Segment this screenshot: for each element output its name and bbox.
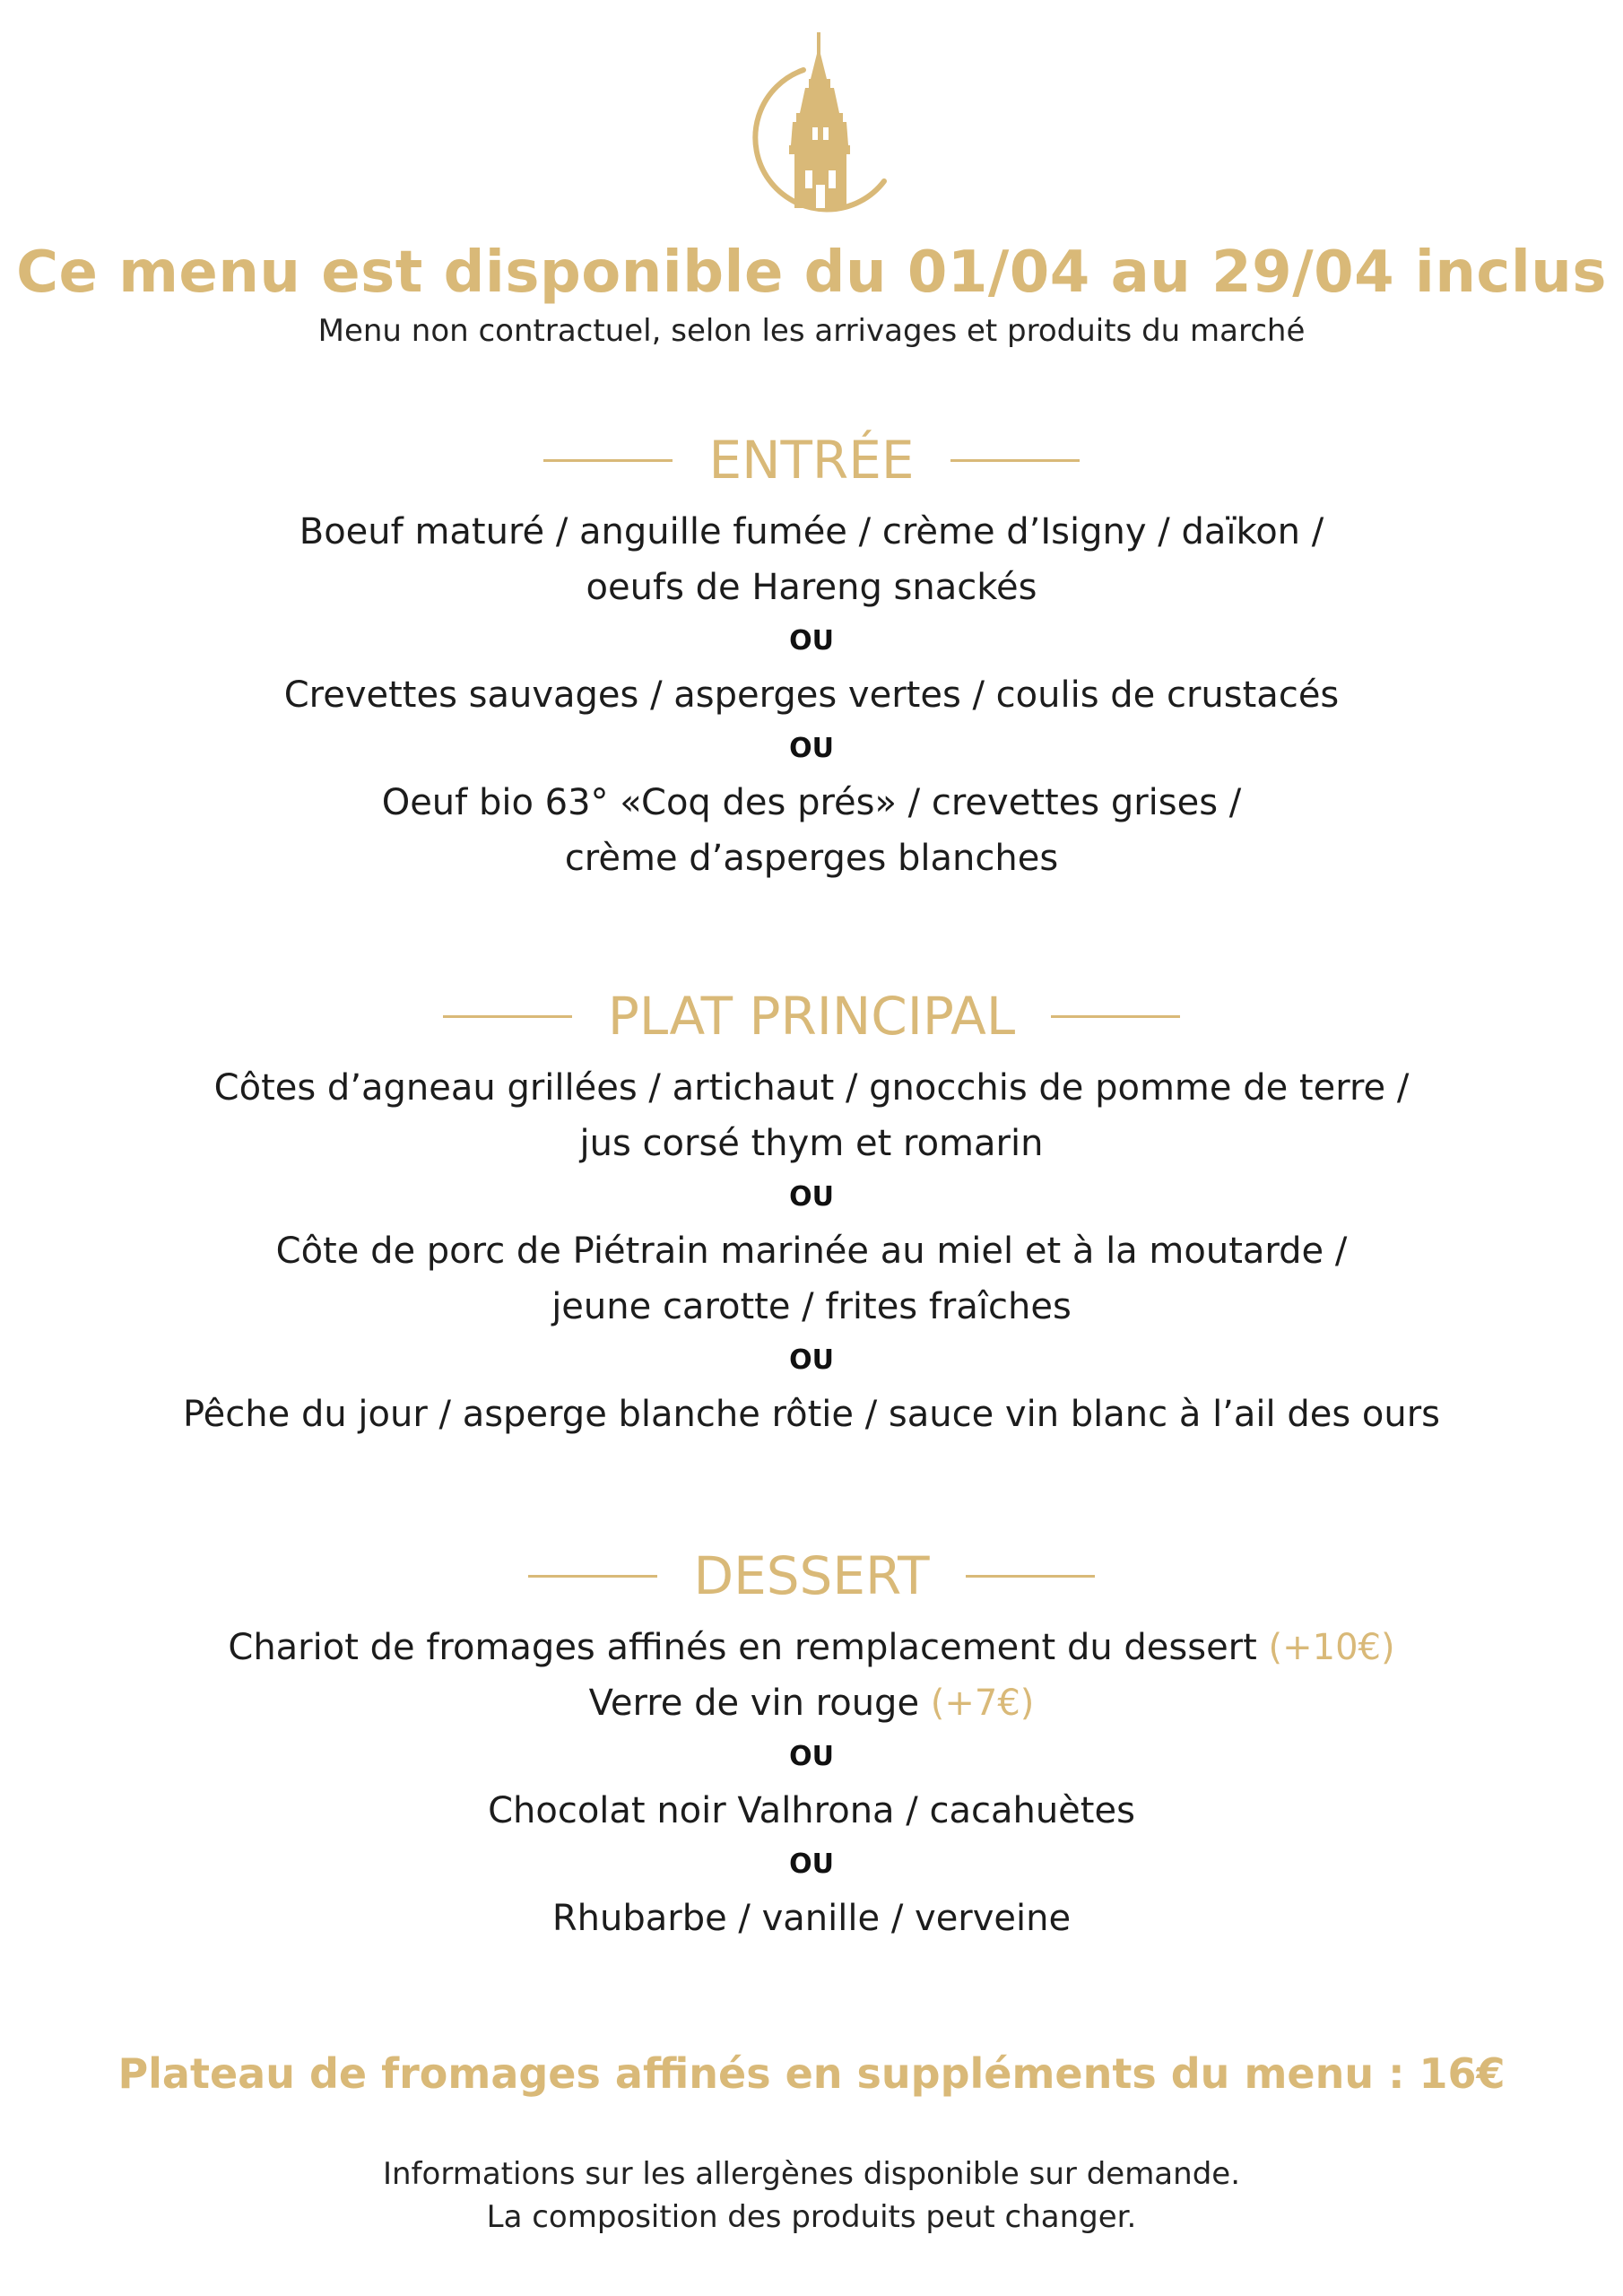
- dessert-list: [0, 1620, 1623, 1946]
- entree-list: [0, 504, 1623, 886]
- availability-headline: Ce menu est disponible du 01/04 au 29/04 inclus: [16, 239, 1607, 306]
- dish-line: Chocolat noir Valhrona / cacahuètes: [488, 1790, 1135, 1831]
- option-text: Chariot de fromages affinés en remplacement du dessert: [228, 1627, 1257, 1668]
- option-price: (+7€): [930, 1683, 1035, 1724]
- dish-line: Côtes d’agneau grillées / artichaut / gnocchis de pomme de terre /: [213, 1067, 1410, 1109]
- or-separator: OU: [789, 1848, 834, 1880]
- section-label: ENTRÉE: [708, 430, 915, 491]
- title-rule-right: [1051, 1015, 1180, 1018]
- composition-note: La composition des produits peut changer.: [486, 2199, 1137, 2235]
- option-price: (+10€): [1268, 1627, 1395, 1668]
- or-separator: OU: [789, 1181, 834, 1213]
- dish-line: Boeuf maturé / anguille fumée / crème d’Isigny / daïkon /: [299, 511, 1324, 552]
- plat-list: [0, 1060, 1623, 1442]
- dish-line: crème d’asperges blanches: [564, 838, 1059, 879]
- dish-line: Oeuf bio 63° «Coq des prés» / crevettes grises /: [381, 782, 1242, 823]
- section-title-plat: [0, 985, 1623, 1048]
- or-separator: OU: [789, 1344, 834, 1376]
- disclaimer-subline: Menu non contractuel, selon les arrivages et produits du marché: [317, 313, 1306, 349]
- title-rule-left: [543, 459, 673, 462]
- section-title-entree: [0, 429, 1623, 491]
- dish-line: Côte de porc de Piétrain marinée au miel et à la moutarde /: [275, 1231, 1348, 1272]
- or-separator: OU: [789, 733, 834, 764]
- tower-crescent-logo-icon: [741, 27, 902, 215]
- dish-line: jeune carotte / frites fraîches: [551, 1286, 1072, 1327]
- section-title-dessert: [0, 1544, 1623, 1607]
- title-rule-left: [443, 1015, 572, 1018]
- title-rule-right: [966, 1575, 1095, 1578]
- or-separator: OU: [789, 625, 834, 657]
- dish-line: Crevettes sauvages / asperges vertes / coulis de crustacés: [283, 674, 1340, 716]
- section-label: PLAT PRINCIPAL: [607, 986, 1016, 1047]
- title-rule-left: [528, 1575, 657, 1578]
- cheese-supplement: Plateau de fromages affinés en suppléments du menu : 16€: [117, 2049, 1506, 2098]
- dish-line: oeufs de Hareng snackés: [586, 567, 1037, 608]
- allergen-note: Informations sur les allergènes disponible sur demande.: [382, 2156, 1241, 2192]
- dish-line: Pêche du jour / asperge blanche rôtie / sauce vin blanc à l’ail des ours: [182, 1394, 1441, 1435]
- title-rule-right: [950, 459, 1080, 462]
- footer-notes: [0, 2152, 1623, 2239]
- dish-line: jus corsé thym et romarin: [579, 1123, 1044, 1164]
- section-label: DESSERT: [693, 1545, 930, 1606]
- option-text: Verre de vin rouge: [588, 1683, 920, 1724]
- dish-line: Rhubarbe / vanille / verveine: [551, 1898, 1072, 1939]
- dessert-option: [0, 1620, 1623, 1675]
- dessert-option: [0, 1675, 1623, 1731]
- or-separator: OU: [789, 1741, 834, 1772]
